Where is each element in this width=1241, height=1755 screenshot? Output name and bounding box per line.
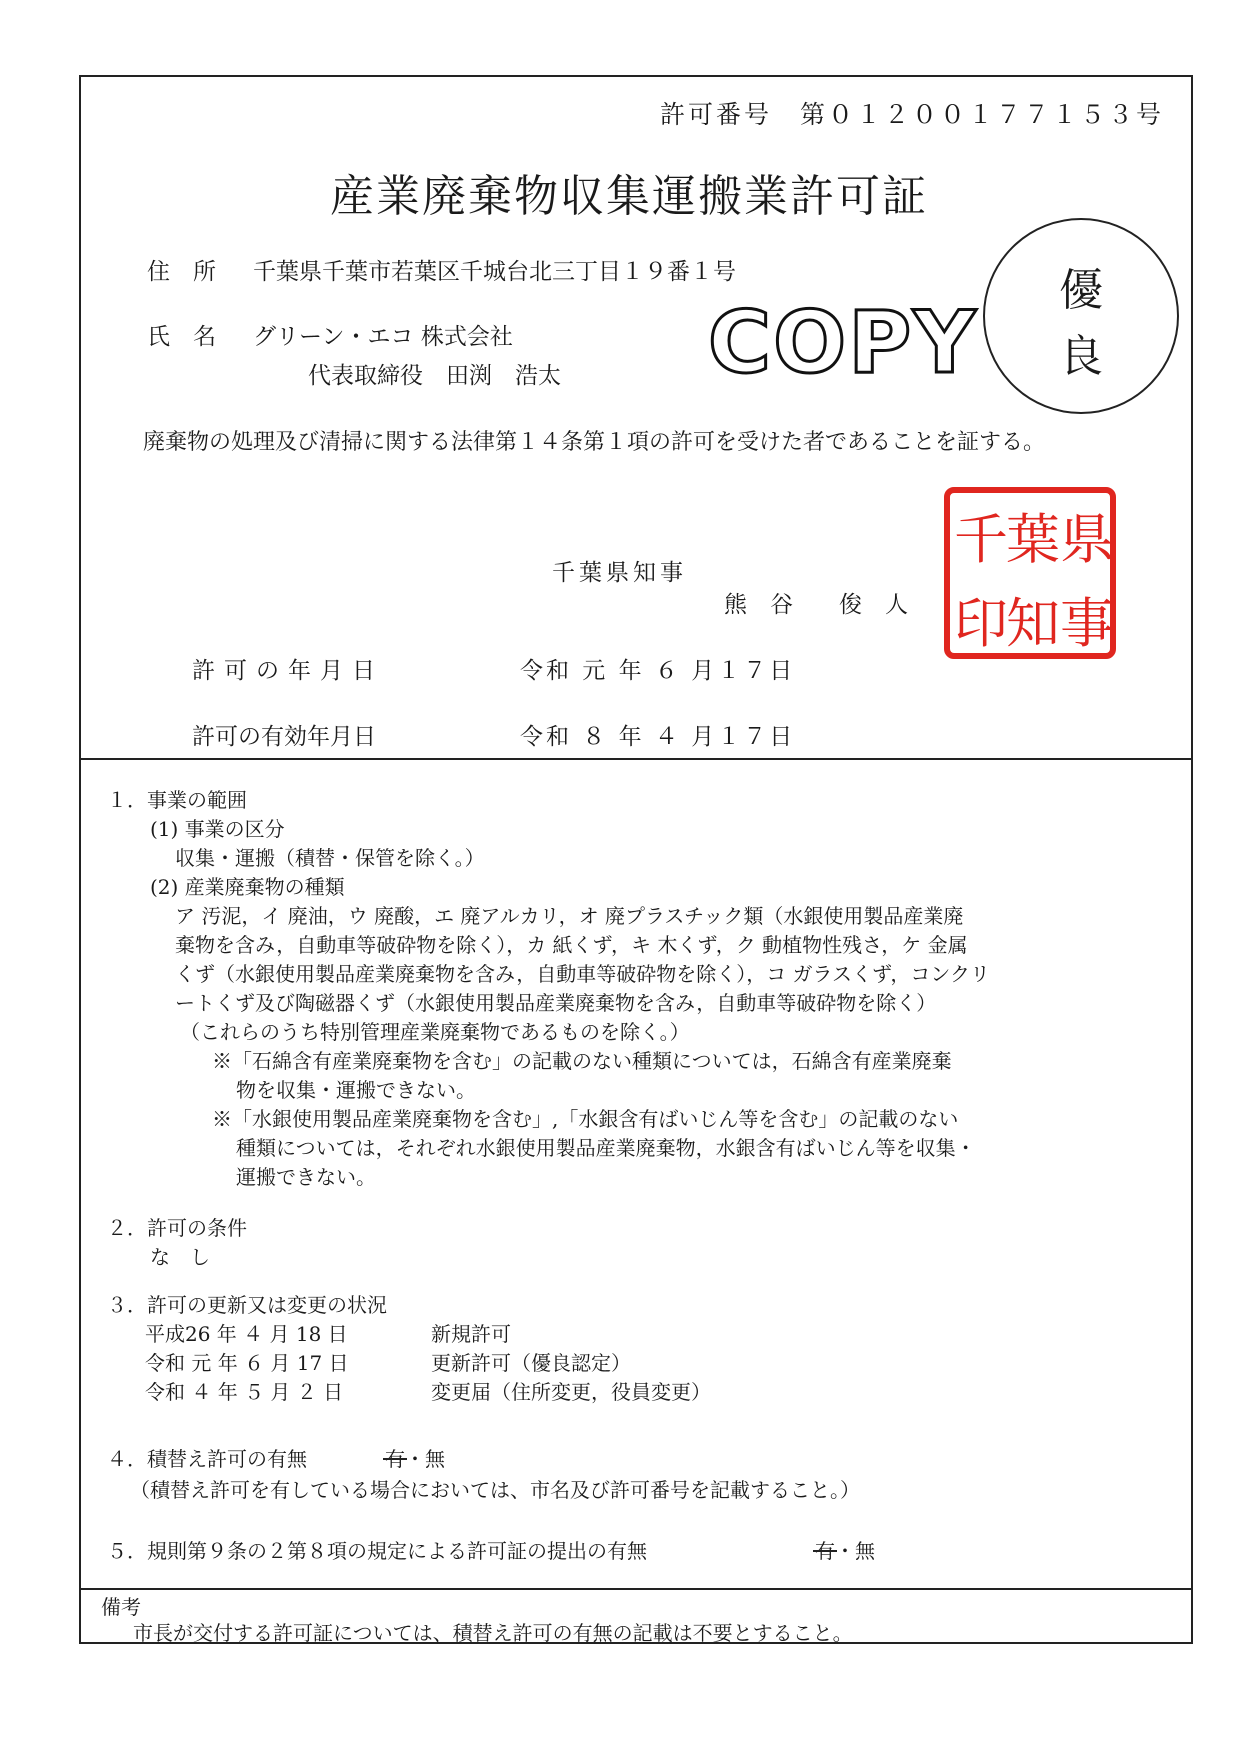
address-label: 住 所	[147, 259, 216, 285]
copy-watermark: COPY	[708, 293, 978, 393]
waste-types-line: ア 汚泥，イ 廃油，ウ 廃酸，エ 廃アルカリ，オ 廃プラスチック類（水銀使用製品産業廃	[175, 904, 964, 928]
section-divider-top	[79, 758, 1193, 760]
representative-name: 代表取締役 田渕 浩太	[308, 363, 561, 389]
permit-date-label: 許可の年月日	[192, 658, 384, 684]
section2-text: な し	[150, 1245, 210, 1269]
seal-char: 知	[1006, 592, 1060, 655]
section-divider-remarks	[79, 1588, 1193, 1590]
expiry-date-label: 許可の有効年月日	[192, 724, 376, 750]
seal-char: 千	[954, 508, 1008, 571]
seal-char: 県	[1060, 508, 1114, 571]
address-value: 千葉県千葉市若葉区千城台北三丁目１９番１号	[253, 259, 736, 285]
waste-types-line: 棄物を含み，自動車等破砕物を除く），カ 紙くず，キ 木くず，ク 動植物性残さ，ケ 金属	[175, 933, 968, 957]
mercury-note-line: 運搬できない。	[236, 1165, 376, 1189]
section5-heading: ５．規則第９条の２第８項の規定による許可証の提出の有無	[107, 1539, 647, 1563]
seal-char: 事	[1060, 592, 1114, 655]
waste-types-line: ートくず及び陶磁器くず（水銀使用製品産業廃棄物を含み，自動車等破砕物を除く）	[175, 991, 937, 1015]
waste-types-line: くず（水銀使用製品産業廃棄物を含み，自動車等破砕物を除く），コ ガラスくず，コンクリ	[175, 962, 990, 986]
history-date: 令和 元 年 ６ 月 17 日	[145, 1351, 349, 1375]
section3-heading: ３．許可の更新又は変更の状況	[107, 1293, 387, 1317]
history-event: 更新許可（優良認定）	[431, 1351, 631, 1375]
history-event: 新規許可	[431, 1322, 511, 1346]
section5-yes-struck: 有	[815, 1535, 835, 1564]
section4-yes-struck: 有	[385, 1443, 405, 1472]
asbestos-note-line: ※「石綿含有産業廃棄物を含む」の記載のない種類については，石綿含有産業廃棄	[212, 1049, 952, 1073]
remarks-heading: 備考	[101, 1595, 141, 1619]
section4-choice	[385, 1443, 445, 1472]
mercury-note-line: 種類については，それぞれ水銀使用製品産業廃棄物，水銀含有ばいじん等を収集・	[236, 1136, 976, 1160]
section4-separator: ・	[405, 1447, 425, 1471]
document-title: 産業廃棄物収集運搬業許可証	[330, 171, 928, 222]
section1-sub2-heading: (2) 産業廃棄物の種類	[150, 875, 345, 899]
special-waste-exclusion: （これらのうち特別管理産業廃棄物であるものを除く。）	[180, 1020, 690, 1044]
section4-note: （積替え許可を有している場合においては、市名及び許可番号を記載すること。）	[130, 1478, 860, 1502]
seal-char: 印	[954, 592, 1008, 655]
section4-no: 無	[425, 1447, 445, 1471]
excellent-certification-mark	[983, 218, 1179, 414]
section5-separator: ・	[835, 1539, 855, 1563]
issuer-title: 千葉県知事	[552, 560, 687, 586]
remarks-text: 市長が交付する許可証については、積替え許可の有無の記載は不要とすること。	[133, 1621, 853, 1645]
expiry-date-value: 令和 ８ 年 ４ 月１７日	[520, 724, 796, 750]
name-label: 氏 名	[147, 324, 216, 350]
section5-no: 無	[855, 1539, 875, 1563]
company-name: グリーン・エコ 株式会社	[253, 324, 513, 350]
section4-heading: ４．積替え許可の有無	[107, 1447, 307, 1471]
history-date: 令和 ４ 年 ５ 月 ２ 日	[145, 1380, 344, 1404]
section2-heading: ２．許可の条件	[107, 1216, 247, 1240]
certification-statement: 廃棄物の処理及び清掃に関する法律第１４条第１項の許可を受けた者であることを証する。	[143, 430, 1046, 455]
section1-heading: １．事業の範囲	[107, 788, 247, 812]
mercury-note-line: ※「水銀使用製品産業廃棄物を含む」,「水銀含有ばいじん等を含む」の記載のない	[212, 1107, 959, 1131]
seal-char: 葉	[1006, 508, 1060, 571]
section5-choice	[815, 1535, 875, 1564]
excellent-mark-char-2: 良	[1059, 331, 1103, 382]
excellent-mark-char-1: 優	[1059, 265, 1103, 316]
history-event: 変更届（住所変更，役員変更）	[431, 1380, 711, 1404]
section1-sub1-heading: (1) 事業の区分	[150, 817, 285, 841]
asbestos-note-line: 物を収集・運搬できない。	[236, 1078, 476, 1102]
history-date: 平成26 年 ４ 月 18 日	[145, 1322, 348, 1346]
permit-date-value: 令和 元 年 ６ 月１７日	[520, 658, 796, 684]
permit-number: 許可番号 第０１２００１７７１５３号	[660, 100, 1165, 129]
issuer-name: 熊 谷 俊 人	[724, 592, 908, 618]
section1-sub1-text: 収集・運搬（積替・保管を除く。）	[175, 846, 485, 870]
governor-seal	[944, 487, 1116, 659]
